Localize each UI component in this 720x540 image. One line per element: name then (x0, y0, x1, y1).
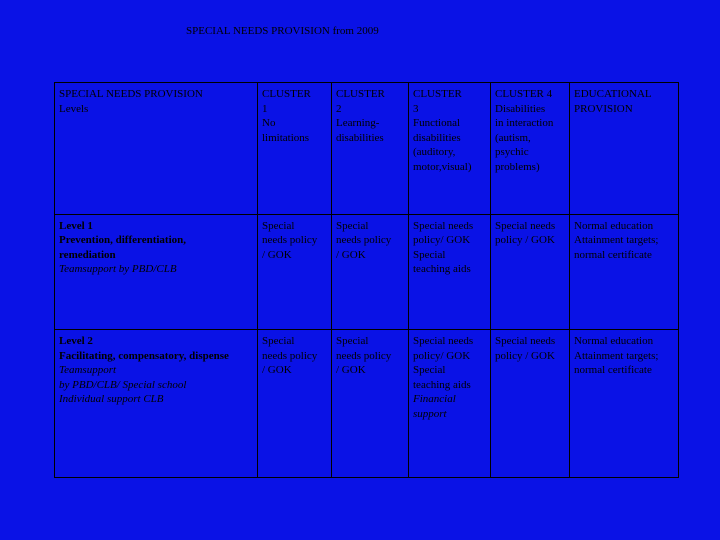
level-2-cluster-1: Special needs policy / GOK (258, 330, 332, 478)
level-2-name: Level 2 (59, 335, 93, 348)
level-2-support-2: by PBD/CLB/ Special school (59, 378, 187, 391)
table-row-level-1 (55, 214, 679, 330)
level-1-cluster-1: Special needs policy / GOK (258, 214, 332, 330)
level-1-cluster-3: Special needs policy/ GOK Special teaching aids (409, 214, 491, 330)
header-cluster-4: CLUSTER 4 Disabilities in interaction (autism, psychic problems) (491, 83, 570, 215)
header-label: SPECIAL NEEDS PROVISION (59, 88, 203, 100)
level-2-cluster-4: Special needs policy / GOK (491, 330, 570, 478)
level-2-cluster-2: Special needs policy / GOK (332, 330, 409, 478)
level-1-cluster-2: Special needs policy / GOK (332, 214, 409, 330)
table-header-row (55, 83, 679, 215)
level-2-support: Teamsupport (59, 364, 117, 377)
slide-title: SPECIAL NEEDS PROVISION from 2009 (186, 25, 379, 37)
level-1-cell (55, 214, 258, 330)
level-2-educational-provision: Normal education Attainment targets; normal certificate (570, 330, 679, 478)
level-2-cell (55, 330, 258, 478)
header-cluster-2: CLUSTER 2 Learning- disabilities (332, 83, 409, 215)
header-educational-provision: EDUCATIONAL PROVISION (570, 83, 679, 215)
header-cluster-1: CLUSTER 1 No limitations (258, 83, 332, 215)
level-1-support: Teamsupport by PBD/CLB (59, 263, 177, 276)
level-1-name: Level 1 (59, 219, 93, 232)
level-2-cluster-3: Special needs policy/ GOK Special teaching aids Financial support (409, 330, 491, 478)
level-1-desc: Prevention, differentiation, (59, 234, 186, 247)
level-1-desc-2: remediation (59, 248, 116, 261)
header-levels-cell (55, 83, 258, 215)
table-row-level-2 (55, 330, 679, 478)
level-1-cluster-4: Special needs policy / GOK (491, 214, 570, 330)
level-2-support-3: Individual support CLB (59, 393, 164, 406)
level-2-desc: Facilitating, compensatory, dispense (59, 349, 229, 362)
level-1-educational-provision: Normal education Attainment targets; normal certificate (570, 214, 679, 330)
header-sublabel: Levels (59, 102, 89, 115)
header-cluster-3: CLUSTER 3 Functional disabilities (auditory, motor,visual) (409, 83, 491, 215)
provision-table (54, 82, 679, 478)
